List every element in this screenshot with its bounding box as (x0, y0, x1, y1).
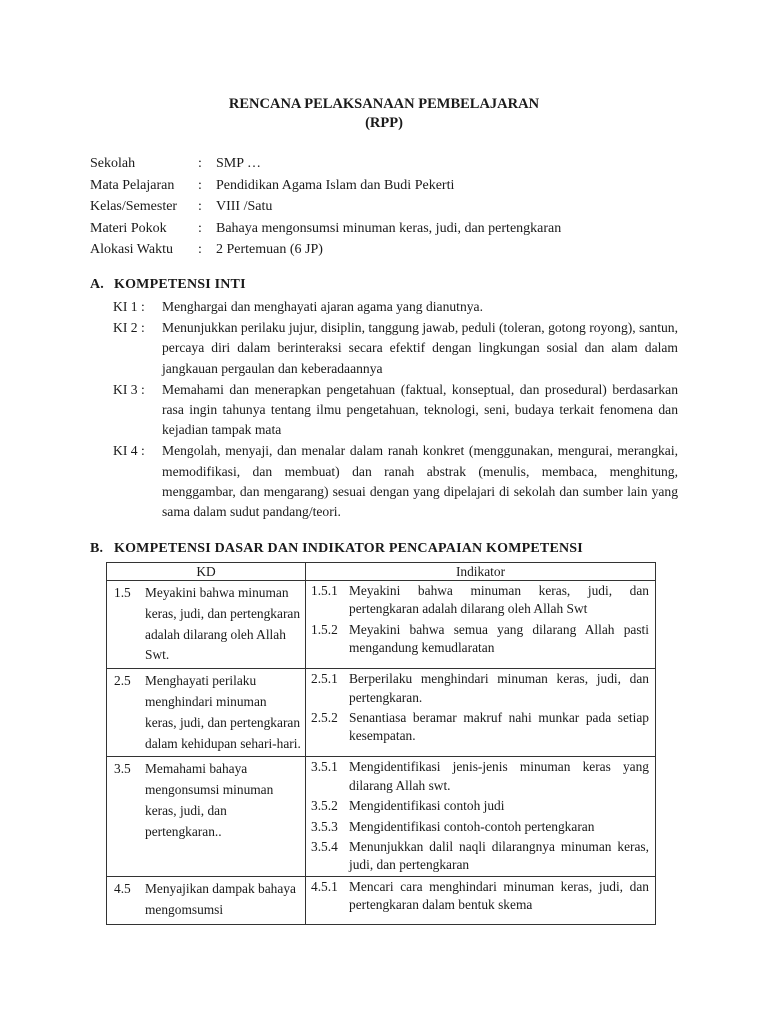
ki-item (113, 380, 678, 441)
identity-colon: : (198, 156, 202, 171)
core-competency-list (113, 297, 678, 522)
indicator-text: Berperilaku menghindari minuman keras, judi, dan pertengkaran. (349, 671, 649, 705)
indicator-item (306, 669, 655, 708)
kd-item (107, 877, 305, 923)
identity-value: VIII /Satu (216, 199, 273, 214)
section-title: KOMPETENSI DASAR DAN INDIKATOR PENCAPAIAN KOMPETENSI (114, 541, 583, 556)
indicator-text: Meyakini bahwa semua yang dilarang Allah pasti mengandung kemudlaratan (349, 621, 649, 656)
indicator-text: Senantiasa beramar makruf nahi munkar pada setiap kesempatan. (349, 710, 649, 744)
kd-cell (107, 581, 306, 669)
kd-cell (107, 876, 306, 924)
kd-item (107, 669, 305, 756)
identity-row-time (90, 239, 561, 261)
indicator-text: Menunjukkan dalil naqli dilarangnya minuman keras, judi, dan pertengkaran (349, 839, 649, 873)
indicator-number: 1.5.1 (311, 583, 338, 598)
indicator-cell (306, 876, 656, 924)
ki-label: KI 4 : (113, 443, 145, 459)
indicator-number: 2.5.2 (311, 710, 338, 725)
ki-item (113, 297, 678, 317)
indicator-item (306, 581, 655, 620)
identity-row-topic (90, 218, 561, 240)
document-title: RENCANA PELAKSANAAN PEMBELAJARAN (228, 96, 540, 112)
identity-value: Pendidikan Agama Islam dan Budi Pekerti (216, 177, 455, 193)
indicator-number: 3.5.3 (311, 818, 338, 834)
column-header-kd: KD (107, 563, 306, 581)
indicator-number: 3.5.1 (311, 759, 338, 775)
indicator-item (306, 620, 655, 659)
table-row (107, 669, 656, 757)
competency-table (106, 562, 656, 925)
kd-text: Meyakini bahwa minuman keras, judi, dan pertengkaran adalah dilarang oleh Allah Swt. (145, 585, 301, 663)
kd-item (107, 757, 305, 844)
indicator-number: 1.5.2 (311, 621, 338, 637)
identity-value: SMP … (216, 156, 262, 171)
kd-number: 1.5 (114, 585, 131, 600)
indicator-item (306, 837, 655, 876)
identity-label: Materi Pokok (90, 220, 167, 236)
identity-colon: : (198, 177, 202, 193)
ki-text: Menunjukkan perilaku jujur, disiplin, tanggung jawab, peduli (toleran, gotong royong), santun, percaya diri dalam berinteraksi secara efektif dengan lingkungan sosial dan alam dalam jangkauan pergaulan dan keberadaannya (162, 320, 678, 376)
indicator-text: Mengidentifikasi jenis-jenis minuman keras yang dilarang Allah swt. (349, 759, 649, 793)
identity-colon: : (198, 199, 202, 214)
identity-value: Bahaya mengonsumsi minuman keras, judi, dan pertengkaran (216, 220, 562, 236)
kd-number: 2.5 (114, 673, 131, 689)
identity-label: Sekolah (90, 156, 136, 171)
kd-item (107, 581, 305, 668)
document-subtitle: (RPP) (365, 115, 403, 131)
kd-text: Menghayati perilaku menghindari minuman keras, judi, dan pertengkaran dalam kehidupan sehari-hari. (145, 673, 301, 751)
indicator-text: Mengidentifikasi contoh judi (349, 798, 505, 814)
indicator-item (306, 877, 655, 916)
section-b-heading (90, 541, 583, 557)
indicator-text: Mencari cara menghindari minuman keras, judi, dan pertengkaran dalam bentuk skema (349, 878, 649, 913)
identity-row-class (90, 196, 561, 218)
identity-block (90, 153, 561, 261)
identity-value: 2 Pertemuan (6 JP) (216, 242, 323, 257)
indicator-cell (306, 757, 656, 876)
indicator-item (306, 817, 655, 837)
identity-label: Alokasi Waktu (90, 242, 173, 257)
identity-row-school (90, 153, 561, 175)
column-header-indicator: Indikator (306, 563, 656, 581)
ki-label: KI 3 : (113, 381, 145, 397)
section-title: KOMPETENSI INTI (114, 277, 246, 292)
table-header-row (107, 563, 656, 581)
kd-number: 4.5 (114, 880, 131, 896)
indicator-cell (306, 669, 656, 757)
ki-item (113, 318, 678, 379)
indicator-text: Meyakini bahwa minuman keras, judi, dan pertengkaran adalah dilarang oleh Allah Swt (349, 583, 649, 617)
identity-label: Mata Pelajaran (90, 177, 175, 193)
identity-row-subject (90, 175, 561, 197)
kd-text: Memahami bahaya mengonsumsi minuman keras, judi, dan pertengkaran.. (145, 761, 274, 839)
kd-cell (107, 757, 306, 876)
ki-item (113, 441, 678, 522)
indicator-number: 4.5.1 (311, 878, 338, 894)
section-letter: B. (90, 541, 104, 556)
kd-cell (107, 669, 306, 757)
ki-text: Menghargai dan menghayati ajaran agama yang dianutnya. (162, 299, 483, 314)
indicator-text: Mengidentifikasi contoh-contoh pertengkaran (349, 818, 595, 834)
identity-colon: : (198, 220, 202, 236)
indicator-cell (306, 581, 656, 669)
indicator-number: 2.5.1 (311, 671, 338, 687)
table-row (107, 757, 656, 876)
ki-label: KI 2 : (113, 320, 145, 336)
indicator-item (306, 757, 655, 796)
kd-text: Menyajikan dampak bahaya mengomsumsi (145, 880, 296, 917)
document-title-block (0, 95, 768, 133)
ki-text: Mengolah, menyaji, dan menalar dalam ranah konkret (menggunakan, mengurai, merangkai, memodifikasi, dan membuat) dan ranah abstrak (menulis, membaca, menghitung, menggambar, dan mengarang) sesuai dengan yang dipelajari di sekolah dan sumber lain yang sama dalam sudut pandang/teori. (162, 443, 678, 520)
indicator-item (306, 796, 655, 816)
indicator-item (306, 708, 655, 747)
table-row (107, 581, 656, 669)
indicator-number: 3.5.4 (311, 839, 338, 854)
ki-label: KI 1 : (113, 299, 145, 314)
indicator-number: 3.5.2 (311, 798, 338, 814)
section-letter: A. (90, 277, 105, 292)
ki-text: Memahami dan menerapkan pengetahuan (faktual, konseptual, dan prosedural) berdasarkan rasa ingin tahunya tentang ilmu pengetahuan, teknologi, seni, budaya terkait fenomena dan kejadian tampak mata (162, 381, 678, 438)
identity-label: Kelas/Semester (90, 199, 178, 214)
kd-number: 3.5 (114, 761, 131, 777)
section-a-heading (90, 277, 246, 293)
identity-colon: : (198, 242, 202, 257)
table-row (107, 876, 656, 924)
